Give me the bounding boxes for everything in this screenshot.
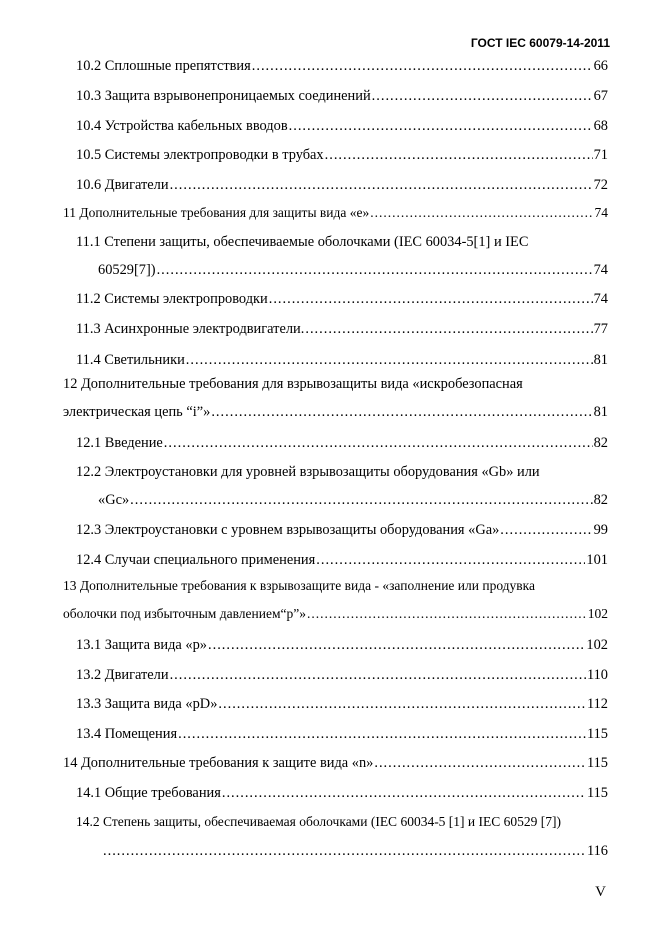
toc-entry-13-2[interactable]: 13.2 Двигатели ..... 110 [76, 667, 608, 683]
toc-page: 115 [586, 726, 608, 742]
page-number: V [595, 884, 606, 900]
toc-page: 71 [593, 147, 608, 163]
toc-entry-11-2[interactable]: 11.2 Системы электропроводки ..... 74 [76, 291, 608, 307]
toc-entry-12-2-cont[interactable]: «Gc» ..... 82 [98, 492, 608, 508]
toc-page: 74 [594, 205, 608, 220]
toc-page: 112 [586, 696, 608, 712]
toc-entry-12-cont[interactable]: электрическая цепь “i”» ..... 81 [63, 404, 608, 420]
toc-entry-10-4[interactable]: 10.4 Устройства кабельных вводов ..... 68 [76, 118, 608, 134]
toc-entry-14[interactable]: 14 Дополнительные требования к защите вида «n» ..... 115 [63, 755, 608, 771]
toc-entry-14-2-cont[interactable] [102, 843, 608, 859]
toc-entry-12-3[interactable]: 12.3 Электроустановки с уровнем взрывозащиты оборудования «Ga» ..... 99 [76, 522, 608, 538]
toc-page: 74 [593, 262, 608, 278]
toc-page: 82 [593, 492, 608, 508]
toc-entry-11-1[interactable]: 11.1 Степени защиты, обеспечиваемые оболочками (IEC 60034-5[1] и IEC [76, 234, 529, 250]
toc-page: 68 [593, 118, 608, 134]
toc-page: 99 [593, 522, 608, 538]
toc-page: 81 [593, 404, 608, 420]
toc-entry-13-3[interactable]: 13.3 Защита вида «pD» ..... 112 [76, 696, 608, 712]
toc-page: 74 [593, 291, 608, 307]
toc-page: 101 [586, 552, 608, 568]
toc-page: 82 [593, 435, 608, 451]
toc-entry-11-3[interactable]: 11.3 Асинхронные электродвигатели. ..... 77 [76, 321, 608, 337]
toc-page: 115 [586, 785, 608, 801]
toc-page: 72 [593, 177, 608, 193]
toc-entry-12-2[interactable]: 12.2 Электроустановки для уровней взрывозащиты оборудования «Gb» или [76, 464, 540, 480]
toc-page: 115 [586, 755, 608, 771]
toc-entry-12-4[interactable]: 12.4 Случаи специального применения ..... 101 [76, 552, 608, 568]
document-header: ГОСТ IEC 60079-14-2011 [470, 36, 610, 50]
toc-entry-11[interactable]: 11 Дополнительные требования для защиты вида «е» ..... 74 [63, 205, 608, 221]
toc-page: 102 [587, 606, 608, 621]
toc-entry-10-6[interactable]: 10.6 Двигатели ..... 72 [76, 177, 608, 193]
toc-entry-14-2[interactable]: 14.2 Степень защиты, обеспечиваемая оболочками (IEC 60034-5 [1] и IEC 60529 [7]) [76, 814, 562, 829]
toc-entry-13-4[interactable]: 13.4 Помещения ..... 115 [76, 726, 608, 742]
toc-entry-14-1[interactable]: 14.1 Общие требования ..... 115 [76, 785, 608, 801]
toc-entry-11-4[interactable]: 11.4 Светильники ..... 81 [76, 352, 608, 368]
toc-entry-10-3[interactable]: 10.3 Защита взрывонепроницаемых соединений ..... 67 [76, 88, 608, 104]
toc-entry-11-1-cont[interactable]: 60529[7]) ..... 74 [98, 262, 608, 278]
toc-entry-13-cont[interactable]: оболочки под избыточным давлением“р”» ..... 102 [63, 606, 608, 622]
toc-page: 66 [593, 58, 608, 74]
toc-entry-13-1[interactable]: 13.1 Защита вида «р» ..... 102 [76, 637, 608, 653]
toc-entry-13[interactable]: 13 Дополнительные требования к взрывозащите вида - «заполнение или продувка [63, 578, 536, 593]
toc-entry-10-2[interactable]: 10.2 Сплошные препятствия ..... 66 [76, 58, 608, 74]
toc-page: 110 [586, 667, 608, 683]
toc-page: 81 [593, 352, 608, 368]
toc-page: 67 [593, 88, 608, 104]
toc-entry-12-1[interactable]: 12.1 Введение ..... 82 [76, 435, 608, 451]
toc-page: 116 [586, 843, 608, 859]
toc-page: 102 [586, 637, 608, 653]
toc-page: 77 [593, 321, 608, 337]
toc-entry-10-5[interactable]: 10.5 Системы электропроводки в трубах ..... 71 [76, 147, 608, 163]
toc-entry-12[interactable]: 12 Дополнительные требования для взрывозащиты вида «искробезопасная [63, 376, 523, 392]
